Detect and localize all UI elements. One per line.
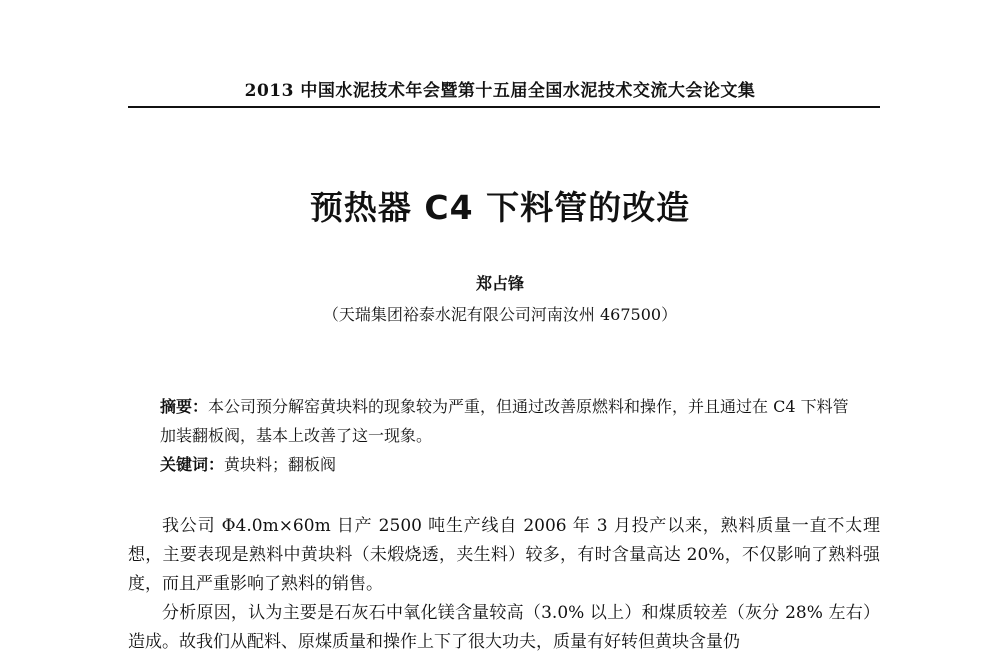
paper-title: 预热器 C4 下料管的改造 bbox=[309, 188, 691, 227]
abstract-text: 本公司预分解窑黄块料的现象较为严重，但通过改善原燃料和操作，并且通过在 C4 下料管加装翻板阀，基本上改善了这一现象。 bbox=[160, 397, 849, 445]
abstract-label: 摘要： bbox=[160, 397, 209, 416]
body-paragraph: 分析原因，认为主要是石灰石中氧化镁含量较高（3.0% 以上）和煤质较差（灰分 28% 左右）造成。故我们从配料、原煤质量和操作上下了很大功夫，质量有好转但黄块含量仍 bbox=[128, 603, 880, 652]
header-rule bbox=[128, 106, 880, 108]
keywords bbox=[160, 450, 336, 479]
author-name: 郑占锋 bbox=[475, 274, 524, 293]
keywords-text: 黄块料；翻板阀 bbox=[224, 455, 337, 474]
body-text bbox=[128, 512, 880, 657]
body-paragraph: 我公司 Φ4.0m×60m 日产 2500 吨生产线自 2006 年 3 月投产以来，熟料质量一直不太理想，主要表现是熟料中黄块料（未煅烧透，夹生料）较多，有时含量高达 20%，不仅影响了熟料强度，而且严重影响了熟料的销售。 bbox=[128, 516, 880, 594]
abstract bbox=[160, 392, 860, 450]
running-header: 2013 中国水泥技术年会暨第十五届全国水泥技术交流大会论文集 bbox=[244, 81, 756, 101]
keywords-label: 关键词： bbox=[160, 455, 225, 474]
author-affiliation: （天瑞集团裕泰水泥有限公司河南汝州 467500） bbox=[322, 305, 678, 324]
